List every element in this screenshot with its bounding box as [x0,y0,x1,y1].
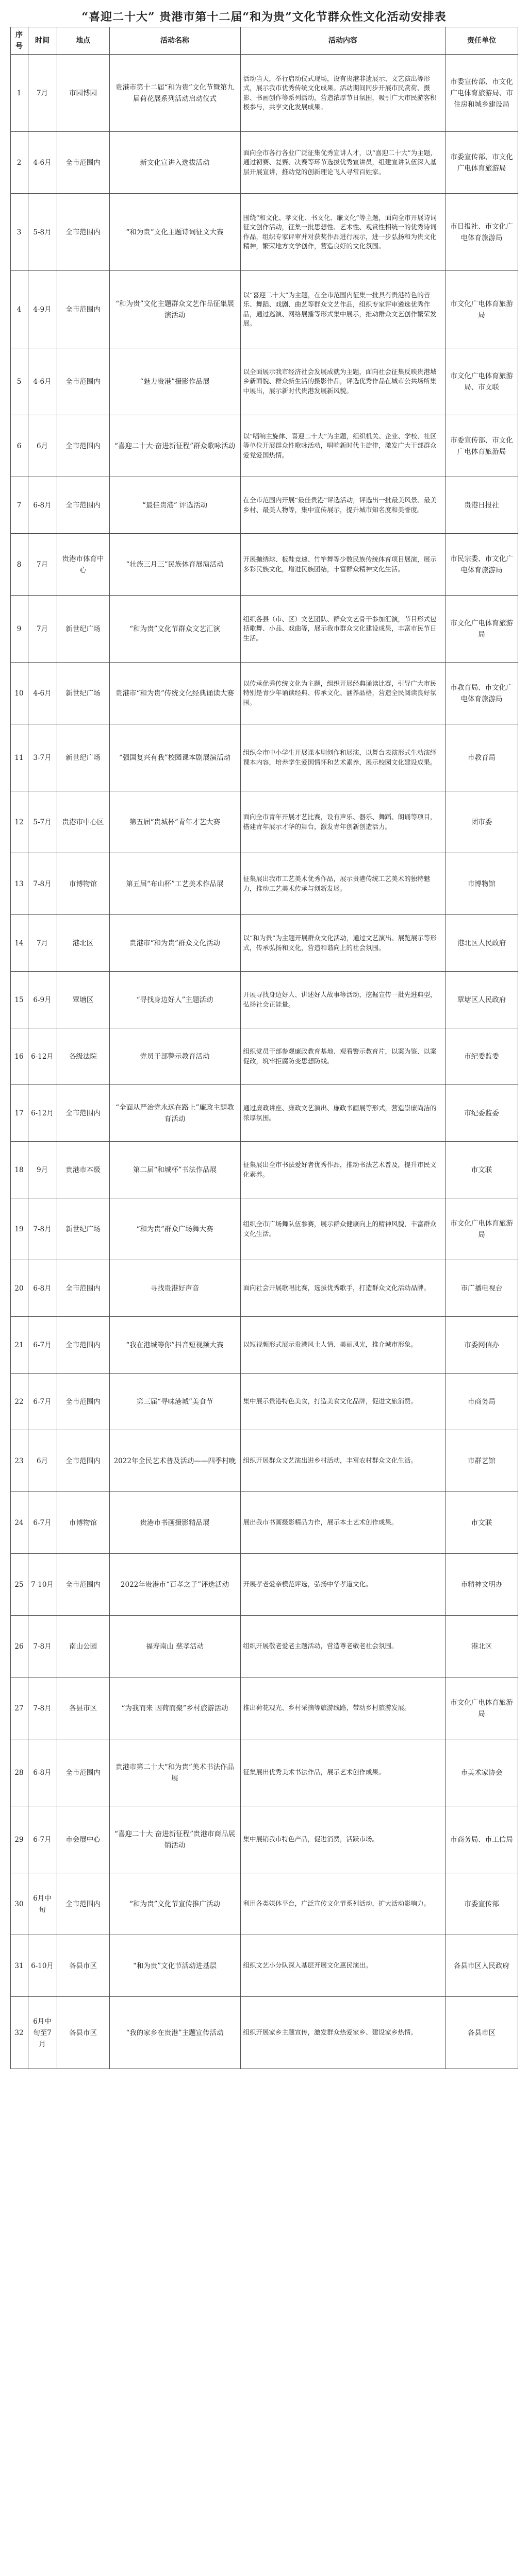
row-no: 23 [10,1430,28,1492]
row-name: 第二届“和城杯”书法作品展 [109,1142,240,1198]
row-time: 6月中旬 [28,1873,57,1935]
row-time: 7-8月 [28,1198,57,1260]
row-no: 19 [10,1198,28,1260]
row-desc: 组织各县（市、区）文艺团队、群众文艺骨干参加汇演，节目形式包括歌舞、小品、戏曲等，展示我市群众文化建设成果，丰富市民节日生活。 [240,596,446,663]
row-place: 市博物馆 [57,853,109,915]
row-time: 6-9月 [28,972,57,1028]
row-name: “喜迎二十大·奋进新征程”群众歌咏活动 [109,415,240,477]
row-no: 17 [10,1085,28,1142]
row-time: 5-7月 [28,791,57,853]
row-place: 全市范围内 [57,477,109,534]
row-no: 22 [10,1374,28,1430]
row-unit: 市文化广电体育旅游局、市文联 [446,348,518,415]
row-place: 全市范围内 [57,1873,109,1935]
row-name: “寻找身边好人”主题活动 [109,972,240,1028]
row-no: 18 [10,1142,28,1198]
row-time: 7-8月 [28,1677,57,1739]
header-name: 活动名称 [109,27,240,55]
row-place: 全市范围内 [57,1085,109,1142]
row-no: 14 [10,915,28,972]
header-desc: 活动内容 [240,27,446,55]
row-desc: 征集展出我市工艺美术优秀作品，展示贵港传统工艺美术的独特魅力，推动工艺美术传承与创新发展。 [240,853,446,915]
row-no: 26 [10,1616,28,1677]
table-row [10,477,518,534]
row-desc: 组织开展群众文艺演出进乡村活动，丰富农村群众文化生活。 [240,1430,446,1492]
row-name: 第三届“寻味港城”美食节 [109,1374,240,1430]
row-unit: 市文联 [446,1492,518,1554]
row-unit: 市民宗委、市文化广电体育旅游局 [446,534,518,596]
row-name: 新文化宣讲入选拔活动 [109,132,240,194]
row-no: 31 [10,1935,28,1997]
row-unit: 市商务局 [446,1374,518,1430]
row-name: 贵港市第二十大“和为贵”美术书法作品展 [109,1739,240,1806]
table-row [10,915,518,972]
table-row [10,853,518,915]
row-unit: 市教育局、市文化广电体育旅游局 [446,663,518,724]
row-time: 6-10月 [28,1935,57,1997]
table-row [10,1317,518,1374]
row-name: “和为贵”文化主题诗词征文大赛 [109,194,240,271]
row-place: 市园博园 [57,55,109,132]
row-desc: 征集展出全市书法爱好者优秀作品，推动书法艺术普及，提升市民文化素养。 [240,1142,446,1198]
row-place: 全市范围内 [57,194,109,271]
row-time: 4-6月 [28,132,57,194]
header-row [10,27,518,55]
row-time: 6-7月 [28,1317,57,1374]
row-place: 各县市区 [57,1997,109,2069]
table-row [10,348,518,415]
row-desc: 组织党员干部参观廉政教育基地、观看警示教育片，以案为鉴、以案促改，筑牢拒腐防变思想防线。 [240,1028,446,1085]
row-name: 第五届“布山杯”工艺美术作品展 [109,853,240,915]
row-no: 2 [10,132,28,194]
row-desc: 开展孝老爱亲模范评选，弘扬中华孝道文化。 [240,1554,446,1616]
header-time: 时间 [28,27,57,55]
header-place: 地点 [57,27,109,55]
row-unit: 市委宣传部、市文化广电体育旅游局、市住房和城乡建设局 [446,55,518,132]
row-unit: 市纪委监委 [446,1085,518,1142]
row-unit: 贵港日报社 [446,477,518,534]
table-row [10,1198,518,1260]
row-place: 全市范围内 [57,1260,109,1317]
table-row [10,55,518,132]
table-row [10,724,518,791]
table-row [10,791,518,853]
row-name: “为我而来 因荷而聚”乡村旅游活动 [109,1677,240,1739]
row-place: 全市范围内 [57,271,109,348]
row-place: 各县市区 [57,1935,109,1997]
row-no: 11 [10,724,28,791]
row-desc: 面向全市各行各业广泛征集优秀宣讲人才，以“喜迎二十大”为主题，通过初赛、复赛、决赛等环节选拔优秀宣讲员，组建宣讲队伍深入基层开展宣讲，推动党的创新理论飞入寻常百姓家。 [240,132,446,194]
row-desc: 以全面展示我市经济社会发展成就为主题，面向社会征集反映贵港城乡新面貌、群众新生活的摄影作品，评选优秀作品在城市公共场所集中展出，展示新时代贵港发展新风貌。 [240,348,446,415]
row-name: “最佳贵港” 评选活动 [109,477,240,534]
row-time: 7-8月 [28,1616,57,1677]
row-no: 32 [10,1997,28,2069]
row-place: 全市范围内 [57,1430,109,1492]
row-no: 4 [10,271,28,348]
table-row [10,1935,518,1997]
row-desc: 活动当天，举行启动仪式现场，设有贵港非遗展示、文艺演出等形式，展示我市优秀传统文化成果。活动期间同步开展市民赏荷、摄影、书画创作等系列活动，营造浓厚节日氛围，吸引广大市民游客积极参与，共享文化发展成果。 [240,55,446,132]
row-no: 20 [10,1260,28,1317]
row-name: 2022年贵港市“百孝之子”评选活动 [109,1554,240,1616]
row-no: 8 [10,534,28,596]
row-name: “和为贵”文化节活动进基层 [109,1935,240,1997]
row-place: 市博物馆 [57,1492,109,1554]
row-unit: 港北区 [446,1616,518,1677]
row-time: 6-12月 [28,1028,57,1085]
row-no: 3 [10,194,28,271]
row-place: 新世纪广场 [57,596,109,663]
row-desc: 集中展销我市特色产品，促进消费，活跃市场。 [240,1806,446,1873]
table-row [10,663,518,724]
row-unit: 市日报社、市文化广电体育旅游局 [446,194,518,271]
row-place: 港北区 [57,915,109,972]
row-desc: 组织开展敬老爱老主题活动，营造尊老敬老社会氛围。 [240,1616,446,1677]
row-name: “壮族三月三”民族体育展演活动 [109,534,240,596]
row-place: 市会展中心 [57,1806,109,1873]
row-unit: 市委宣传部、市文化广电体育旅游局 [446,132,518,194]
row-time: 7月 [28,596,57,663]
row-name: 贵港市第十二届“和为贵”文化节暨第九届荷花展系列活动启动仪式 [109,55,240,132]
table-row [10,194,518,271]
row-place: 全市范围内 [57,1317,109,1374]
row-time: 6-7月 [28,1374,57,1430]
row-time: 6-8月 [28,1739,57,1806]
table-row [10,1616,518,1677]
row-time: 5-8月 [28,194,57,271]
row-desc: 以“喜迎二十大”为主题，在全市范围内征集一批具有贵港特色的音乐、舞蹈、戏剧、曲艺等群众文艺作品，组织专家评审遴选优秀作品，通过巡演、网络展播等形式集中展示，推动群众文艺创作繁荣发展。 [240,271,446,348]
table-row [10,132,518,194]
table-row [10,1806,518,1873]
row-place: 全市范围内 [57,348,109,415]
row-desc: 组织文艺小分队深入基层开展文化惠民演出。 [240,1935,446,1997]
row-desc: 以“唱响主旋律、喜迎二十大”为主题，组织机关、企业、学校、社区等单位开展群众性歌咏活动，唱响新时代主旋律，激发广大干部群众爱党爱国热情。 [240,415,446,477]
row-desc: 推出荷花观光、乡村采摘等旅游线路，带动乡村旅游发展。 [240,1677,446,1739]
row-name: “全面从严治党永远在路上”廉政主题教育活动 [109,1085,240,1142]
row-name: “喜迎二十大 奋进新征程”贵港市商品展销活动 [109,1806,240,1873]
row-desc: 展出我市书画摄影精品力作，展示本土艺术创作成果。 [240,1492,446,1554]
row-place: 贵港市本级 [57,1142,109,1198]
table-row [10,1873,518,1935]
row-no: 27 [10,1677,28,1739]
table-row [10,1554,518,1616]
row-desc: 征集展出优秀美术书法作品，展示艺术创作成果。 [240,1739,446,1806]
row-time: 4-9月 [28,271,57,348]
row-desc: 集中展示贵港特色美食，打造美食文化品牌，促进文旅消费。 [240,1374,446,1430]
row-unit: 市文化广电体育旅游局 [446,1198,518,1260]
table-row [10,1374,518,1430]
activity-table [10,27,518,2069]
row-time: 7月 [28,915,57,972]
row-time: 9月 [28,1142,57,1198]
table-row [10,534,518,596]
row-name: “和为贵”文化节群众文艺汇演 [109,596,240,663]
row-name: 2022年全民艺术普及活动——四季村晚 [109,1430,240,1492]
row-desc: 开展寻找身边好人、讲述好人故事等活动，挖掘宣传一批先进典型，弘扬社会正能量。 [240,972,446,1028]
row-unit: 市精神文明办 [446,1554,518,1616]
row-name: “和为贵”群众广场舞大赛 [109,1198,240,1260]
row-unit: 市商务局、市工信局 [446,1806,518,1873]
row-desc: 利用各类媒体平台，广泛宣传文化节系列活动，扩大活动影响力。 [240,1873,446,1935]
row-no: 15 [10,972,28,1028]
row-name: 福寿南山 慈孝活动 [109,1616,240,1677]
table-row [10,972,518,1028]
table-row [10,1430,518,1492]
row-desc: 以短视频形式展示贵港风土人情、美丽风光，推介城市形象。 [240,1317,446,1374]
row-unit: 市文化广电体育旅游局 [446,596,518,663]
row-desc: 组织全市中小学生开展课本剧创作和展演，以舞台表演形式生动演绎课本内容，培养学生爱国情怀和艺术素养，展示校园文化建设成果。 [240,724,446,791]
row-no: 25 [10,1554,28,1616]
table-row [10,1028,518,1085]
row-time: 3-7月 [28,724,57,791]
row-unit: 市纪委监委 [446,1028,518,1085]
header-unit: 责任单位 [446,27,518,55]
row-place: 新世纪广场 [57,1198,109,1260]
row-desc: 组织开展家乡主题宣传，激发群众热爱家乡、建设家乡热情。 [240,1997,446,2069]
row-desc: 组织全市广场舞队伍参赛，展示群众健康向上的精神风貌，丰富群众文化生活。 [240,1198,446,1260]
row-desc: 以传承优秀传统文化为主题，组织开展经典诵读比赛，引导广大市民特别是青少年诵读经典、传承文化、涵养品格，营造全民阅读良好氛围。 [240,663,446,724]
row-time: 6-12月 [28,1085,57,1142]
row-no: 5 [10,348,28,415]
table-body [10,55,518,2069]
row-place: 覃塘区 [57,972,109,1028]
row-no: 9 [10,596,28,663]
row-place: 南山公园 [57,1616,109,1677]
row-unit: 市群艺馆 [446,1430,518,1492]
row-unit: 市委宣传部 [446,1873,518,1935]
row-no: 21 [10,1317,28,1374]
row-desc: 以“和为贵”为主题开展群众文化活动，通过文艺演出、展览展示等形式，传承弘扬和文化，营造和谐向上的社会氛围。 [240,915,446,972]
row-no: 29 [10,1806,28,1873]
table-row [10,1677,518,1739]
row-unit: 市文联 [446,1142,518,1198]
row-place: 全市范围内 [57,132,109,194]
row-time: 6-8月 [28,477,57,534]
row-place: 全市范围内 [57,415,109,477]
row-time: 4-6月 [28,348,57,415]
row-name: “和为贵”文化主题群众文艺作品征集展演活动 [109,271,240,348]
row-no: 28 [10,1739,28,1806]
row-time: 6-8月 [28,1260,57,1317]
row-name: 党员干部警示教育活动 [109,1028,240,1085]
row-name: “强国复兴有我”校园课本剧展演活动 [109,724,240,791]
row-unit: 团市委 [446,791,518,853]
row-unit: 各县市区人民政府 [446,1935,518,1997]
row-desc: 通过廉政讲座、廉政文艺演出、廉政书画展等形式，营造崇廉尚洁的浓厚氛围。 [240,1085,446,1142]
row-time: 7-10月 [28,1554,57,1616]
table-row [10,1260,518,1317]
row-place: 贵港市体育中心 [57,534,109,596]
row-name: 寻找贵港好声音 [109,1260,240,1317]
row-name: “和为贵”文化节宣传推广活动 [109,1873,240,1935]
row-unit: 市文化广电体育旅游局 [446,1677,518,1739]
table-row [10,1739,518,1806]
row-place: 各级法院 [57,1028,109,1085]
row-no: 12 [10,791,28,853]
row-unit: 市博物馆 [446,853,518,915]
row-time: 6月 [28,1430,57,1492]
row-unit: 市广播电视台 [446,1260,518,1317]
row-name: “魅力贵港”摄影作品展 [109,348,240,415]
document-title: “喜迎二十大” 贵港市第十二届“和为贵”文化节群众性文化活动安排表 [81,10,447,24]
row-unit: 港北区人民政府 [446,915,518,972]
row-no: 13 [10,853,28,915]
row-unit: 各县市区 [446,1997,518,2069]
row-no: 7 [10,477,28,534]
row-desc: 开展抛绣球、板鞋竞速、竹竿舞等少数民族传统体育项目展演，展示多彩民族文化，增进民族团结，丰富群众精神文化生活。 [240,534,446,596]
row-no: 1 [10,55,28,132]
row-place: 全市范围内 [57,1374,109,1430]
row-place: 新世纪广场 [57,663,109,724]
row-no: 16 [10,1028,28,1085]
row-unit: 覃塘区人民政府 [446,972,518,1028]
row-place: 贵港市中心区 [57,791,109,853]
row-name: 贵港市“和为贵”群众文化活动 [109,915,240,972]
row-name: 贵港市“和为贵”传统文化经典诵读大赛 [109,663,240,724]
row-time: 7月 [28,534,57,596]
row-unit: 市委宣传部、市文化广电体育旅游局 [446,415,518,477]
row-time: 4-6月 [28,663,57,724]
row-name: “我在港城等你”抖音短视频大赛 [109,1317,240,1374]
table-row [10,415,518,477]
row-unit: 市教育局 [446,724,518,791]
table-row [10,1085,518,1142]
row-name: 第五届“贵城杯”青年才艺大赛 [109,791,240,853]
row-time: 6-7月 [28,1492,57,1554]
row-desc: 围绕“和文化、孝文化、书文化、廉文化”等主题，面向全市开展诗词征文创作活动，征集一批思想性、艺术性、观赏性相统一的优秀诗词作品，组织专家评审并对获奖作品进行展示，进一步弘扬和为贵文化精神，繁荣地方文学创作，营造良好的文化氛围。 [240,194,446,271]
row-place: 各县市区 [57,1677,109,1739]
row-time: 7-8月 [28,853,57,915]
row-name: “我的家乡在贵港”主题宣传活动 [109,1997,240,2069]
table-row [10,1492,518,1554]
row-place: 新世纪广场 [57,724,109,791]
table-row [10,1142,518,1198]
row-desc: 在全市范围内开展“最佳贵港”评选活动，评选出一批最美风景、最美乡村、最美人物等，集中宣传展示，提升城市知名度和美誉度。 [240,477,446,534]
table-row [10,271,518,348]
row-no: 6 [10,415,28,477]
row-no: 10 [10,663,28,724]
row-name: 贵港市书画摄影精品展 [109,1492,240,1554]
row-place: 全市范围内 [57,1739,109,1806]
table-row [10,596,518,663]
row-desc: 面向全市青年开展才艺比赛，设有声乐、器乐、舞蹈、朗诵等项目，搭建青年展示才华的舞台，激发青年创新创造活力。 [240,791,446,853]
row-no: 30 [10,1873,28,1935]
row-unit: 市委网信办 [446,1317,518,1374]
row-time: 7月 [28,55,57,132]
row-desc: 面向社会开展歌唱比赛，选拔优秀歌手，打造群众文化活动品牌。 [240,1260,446,1317]
row-time: 6-7月 [28,1806,57,1873]
row-time: 6月 [28,415,57,477]
row-time: 6月中旬至7月 [28,1997,57,2069]
header-no: 序号 [10,27,28,55]
row-unit: 市文化广电体育旅游局 [446,271,518,348]
row-unit: 市美术家协会 [446,1739,518,1806]
table-row [10,1997,518,2069]
row-place: 全市范围内 [57,1554,109,1616]
row-no: 24 [10,1492,28,1554]
